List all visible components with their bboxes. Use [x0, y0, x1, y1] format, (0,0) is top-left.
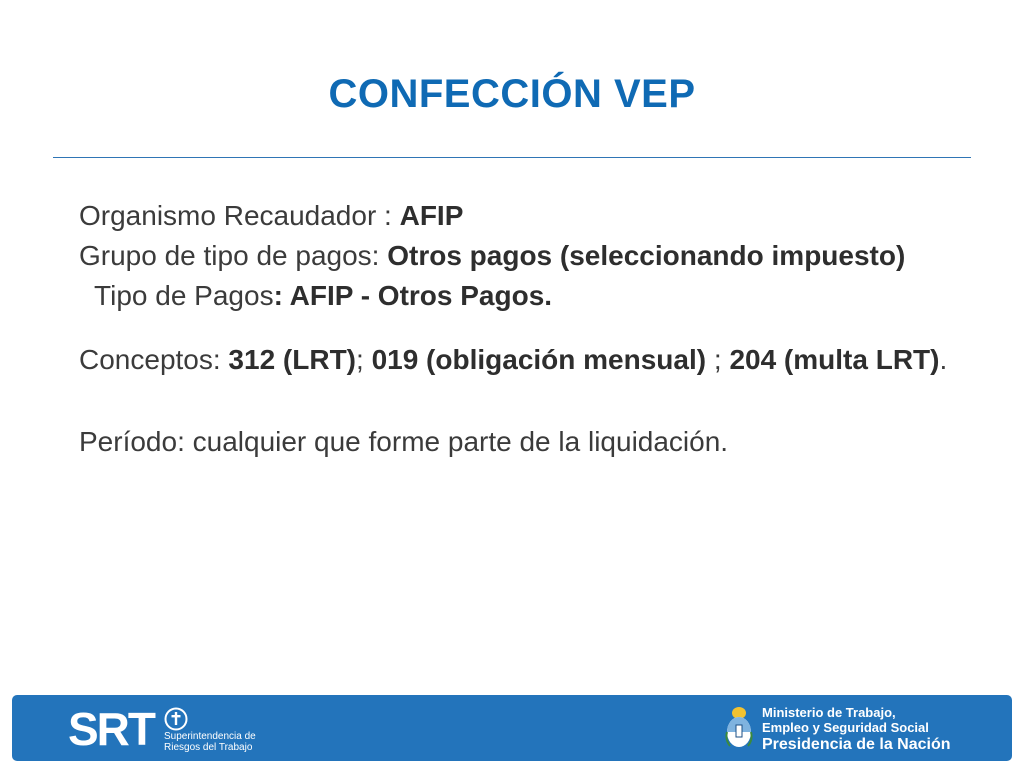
- grupo-value: Otros pagos (seleccionando impuesto): [387, 240, 906, 271]
- presidencia-line: Presidencia de la Nación: [762, 736, 951, 753]
- conceptos-label: Conceptos:: [79, 344, 229, 375]
- srt-subtitle-line-1: Superintendencia de: [164, 731, 256, 742]
- ministerio-line-2: Empleo y Seguridad Social: [762, 720, 929, 735]
- periodo-text: Período: cualquier que forme parte de la liquidación.: [79, 426, 729, 457]
- tipo-value: : AFIP - Otros Pagos.: [273, 280, 553, 311]
- conceptos-end: .: [939, 344, 948, 375]
- grupo-label: Grupo de tipo de pagos:: [79, 240, 388, 271]
- concepto-019: 019 (obligación mensual): [371, 344, 707, 375]
- national-shield-icon: [724, 705, 754, 751]
- footer-band: [12, 695, 1012, 761]
- organismo-label: Organismo Recaudador :: [79, 200, 400, 231]
- srt-emblem-icon: [164, 707, 188, 731]
- organismo-value: AFIP: [399, 200, 464, 231]
- ministerio-line-1: Ministerio de Trabajo,: [762, 705, 896, 720]
- ministerio-text: [762, 705, 951, 755]
- slide-title: CONFECCIÓN VEP: [328, 72, 696, 116]
- conceptos-sep-2: ;: [706, 344, 730, 375]
- srt-subtitle: [164, 731, 304, 753]
- concepto-312: 312 (LRT): [228, 344, 356, 375]
- concepto-204: 204 (multa LRT): [729, 344, 940, 375]
- tipo-label: Tipo de Pagos: [79, 280, 274, 311]
- conceptos-sep-1: ;: [356, 344, 372, 375]
- paragraph-periodo: [79, 422, 959, 462]
- ministerio-logo: [724, 705, 1004, 753]
- paragraph-recaudacion: [79, 196, 959, 316]
- paragraph-conceptos: [79, 340, 959, 380]
- srt-logo-letters: SRT: [68, 703, 154, 755]
- slide-body: [79, 196, 959, 462]
- srt-subtitle-line-2: Riesgos del Trabajo: [164, 742, 253, 753]
- title-divider: [53, 157, 971, 158]
